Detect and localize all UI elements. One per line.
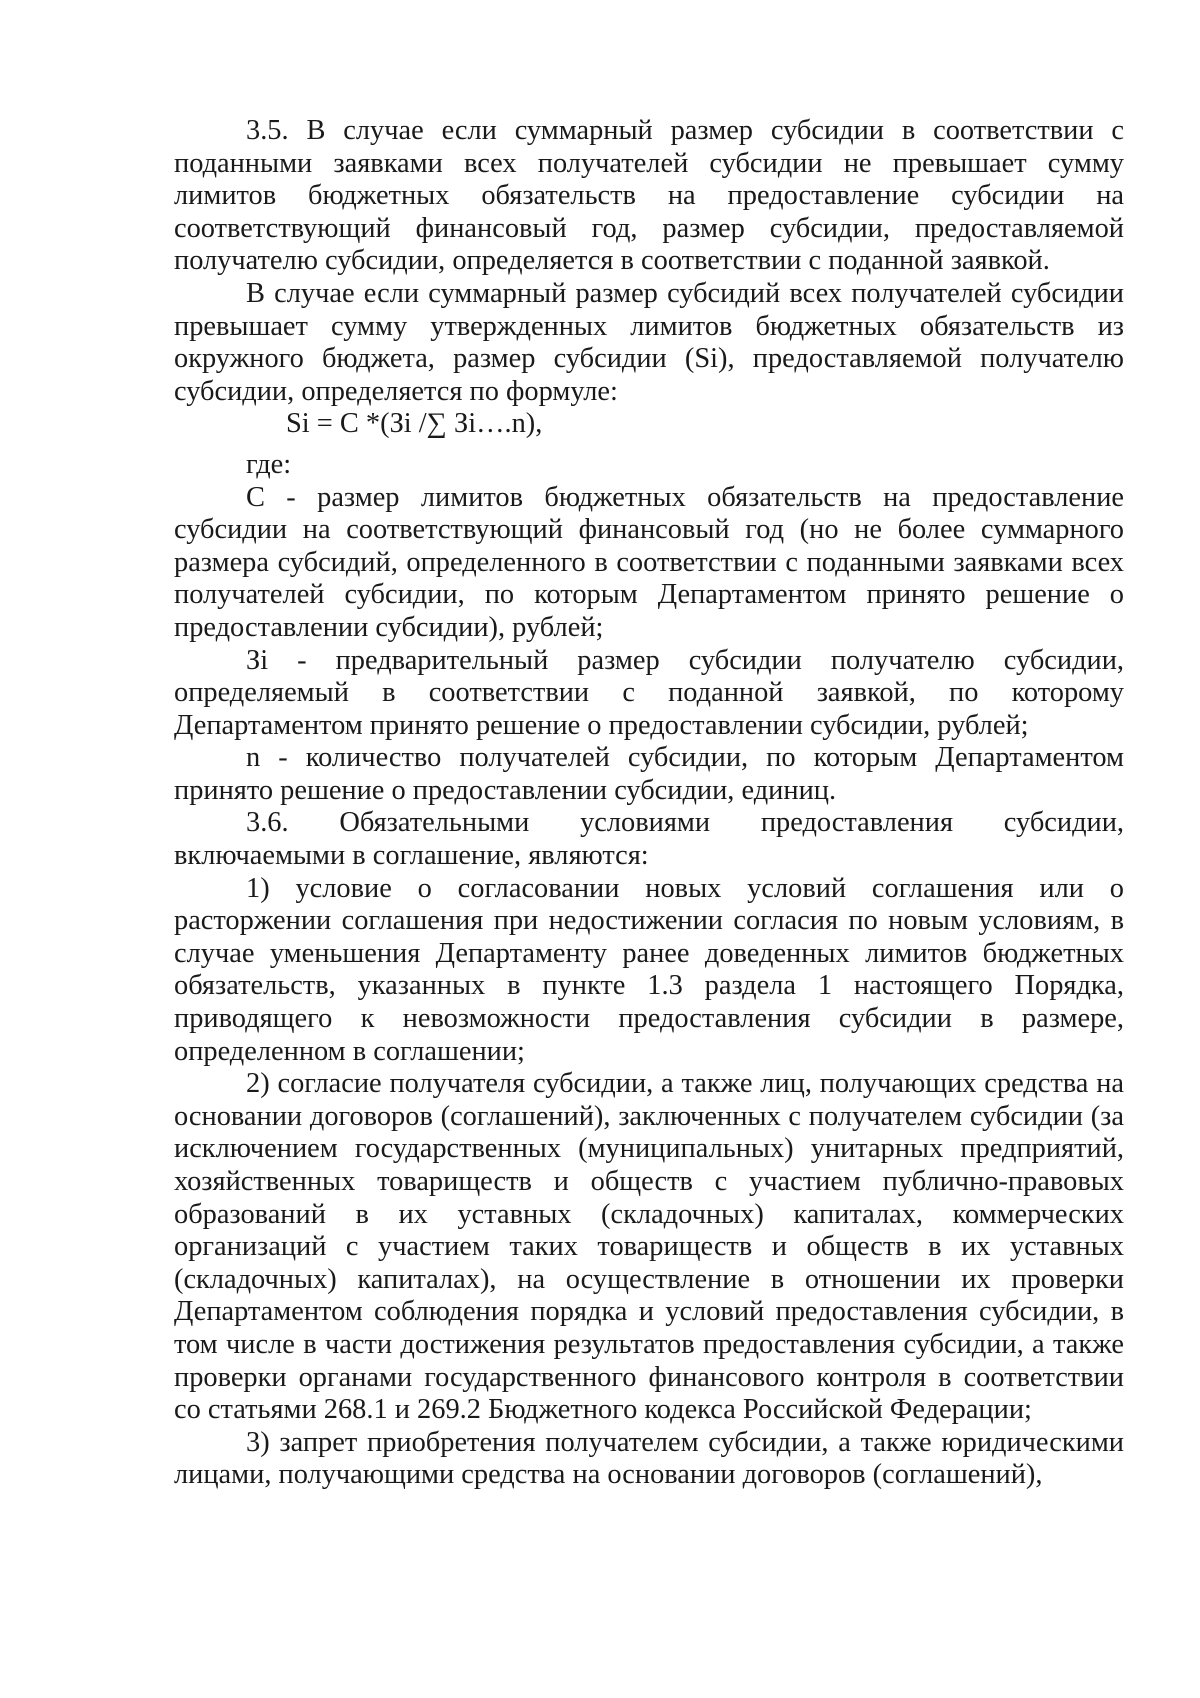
definition-c: С - размер лимитов бюджетных обязательств на предоставление субсидии на соответствующий финансовый год (но не более суммарного размера субсидий, определенного в соответствии с поданными заявками всех получателей субсидии, по которым Департаментом принято решение о предоставлении субсидии), рублей;: [174, 481, 1124, 643]
formula: Si = С *(Зi /∑ Зi….n),: [286, 408, 543, 440]
paragraph-excess: В случае если суммарный размер субсидий всех получателей субсидии превышает сумму утвержденных лимитов бюджетных обязательств из окружного бюджета, размер субсидии (Si), предоставляемой получателю субсидии, определяется по формуле:: [174, 277, 1124, 407]
paragraph-3-5: 3.5. В случае если суммарный размер субсидии в соответствии с поданными заявками всех получателей субсидии не превышает сумму лимитов бюджетных обязательств на предоставление субсидии на соответствующий финансовый год, размер субсидии, предоставляемой получателю субсидии, определяется в соответствии с поданной заявкой.: [174, 115, 1124, 277]
condition-2: 2) согласие получателя субсидии, а также лиц, получающих средства на основании договоров (соглашений), заключенных с получателем субсидии (за исключением государственных (муниципальных) унитарных предприятий, хозяйственных товариществ и обществ с участием публично-правовых образований в их уставных (складочных) капиталах, коммерческих организаций с участием таких товариществ и обществ в их уставных (складочных) капиталах), на осуществление в отношении их проверки Департаментом соблюдения порядка и условий предоставления субсидии, в том числе в части достижения результатов предоставления субсидии, а также проверки органами государственного финансового контроля в соответствии со статьями 268.1 и 269.2 Бюджетного кодекса Российской Федерации;: [174, 1068, 1124, 1426]
paragraph-3-6: 3.6. Обязательными условиями предоставления субсидии, включаемыми в соглашение, являются:: [174, 807, 1124, 872]
definition-n: n - количество получателей субсидии, по которым Департаментом принято решение о предоставлении субсидии, единиц.: [174, 742, 1124, 806]
definition-zi: Зi - предварительный размер субсидии получателю субсидии, определяемый в соответствии с поданной заявкой, по которому Департаментом принято решение о предоставлении субсидии, рублей;: [174, 644, 1124, 741]
where-label: где:: [246, 448, 292, 480]
condition-3: 3) запрет приобретения получателем субсидии, а также юридическими лицами, получающими средства на основании договоров (соглашений),: [174, 1426, 1124, 1491]
condition-1: 1) условие о согласовании новых условий соглашения или о расторжении соглашения при недостижении согласия по новым условиям, в случае уменьшения Департаменту ранее доведенных лимитов бюджетных обязательств, указанных в пункте 1.3 раздела 1 настоящего Порядка, приводящего к невозможности предоставления субсидии в размере, определенном в соглашении;: [174, 872, 1124, 1067]
document-page: [174, 115, 1124, 1492]
